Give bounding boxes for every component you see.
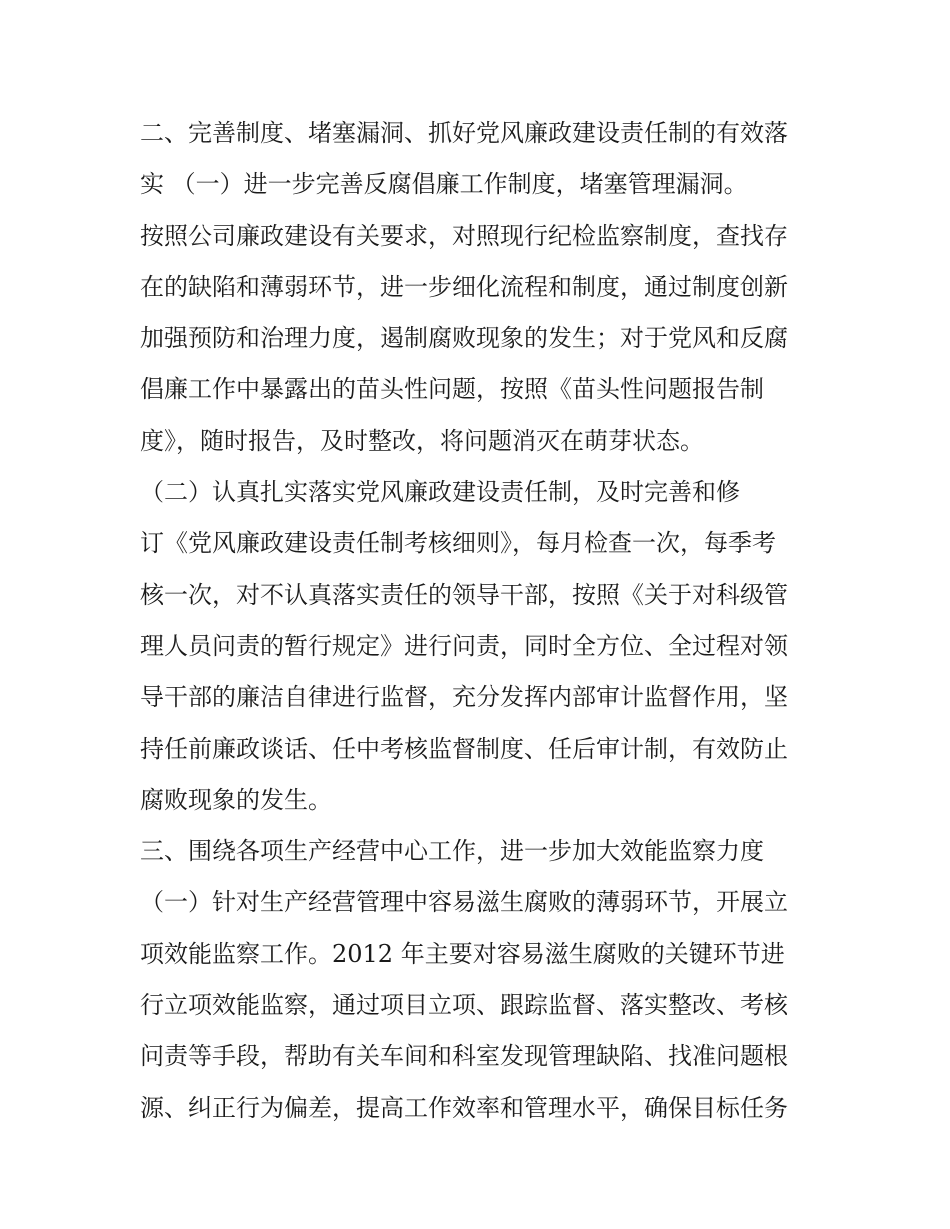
document-body [140, 108, 820, 1134]
text-line: （二）认真扎实落实党风廉政建设责任制，及时完善和修 [140, 478, 740, 507]
text-line: 腐败现象的发生。 [140, 785, 332, 814]
text-line: 导干部的廉洁自律进行监督，充分发挥内部审计监督作用，坚 [140, 683, 788, 712]
text-line: 项效能监察工作。2012 年主要对容易滋生腐败的关键环节进 [140, 939, 785, 968]
text-line: 在的缺陷和薄弱环节，进一步细化流程和制度，通过制度创新 [140, 272, 788, 301]
text-line: 持任前廉政谈话、任中考核监督制度、任后审计制，有效防止 [140, 734, 788, 763]
text-line: 行立项效能监察，通过项目立项、跟踪监督、落实整改、考核 [140, 991, 788, 1020]
text-line: 核一次，对不认真落实责任的领导干部，按照《关于对科级管 [140, 580, 788, 609]
text-line: 三、围绕各项生产经营中心工作，进一步加大效能监察力度 [140, 837, 764, 866]
text-line: （一）针对生产经营管理中容易滋生腐败的薄弱环节，开展立 [140, 888, 788, 917]
text-line: 按照公司廉政建设有关要求，对照现行纪检监察制度，查找存 [140, 221, 788, 250]
text-line: 理人员问责的暂行规定》进行问责，同时全方位、全过程对领 [140, 631, 788, 660]
text-line: 源、纠正行为偏差，提高工作效率和管理水平，确保目标任务 [140, 1093, 788, 1122]
text-line: 实 （一）进一步完善反腐倡廉工作制度，堵塞管理漏洞。 [140, 170, 748, 199]
text-line: 倡廉工作中暴露出的苗头性问题，按照《苗头性问题报告制 [140, 375, 764, 404]
text-line: 二、完善制度、堵塞漏洞、抓好党风廉政建设责任制的有效落 [140, 119, 788, 147]
text-line: 度》，随时报告，及时整改，将问题消灭在萌芽状态。 [140, 426, 704, 455]
text-line: 加强预防和治理力度，遏制腐败现象的发生；对于党风和反腐 [140, 324, 788, 353]
text-line: 订《党风廉政建设责任制考核细则》，每月检查一次，每季考 [140, 529, 776, 558]
text-line: 问责等手段，帮助有关车间和科室发现管理缺陷、找准问题根 [140, 1042, 788, 1071]
